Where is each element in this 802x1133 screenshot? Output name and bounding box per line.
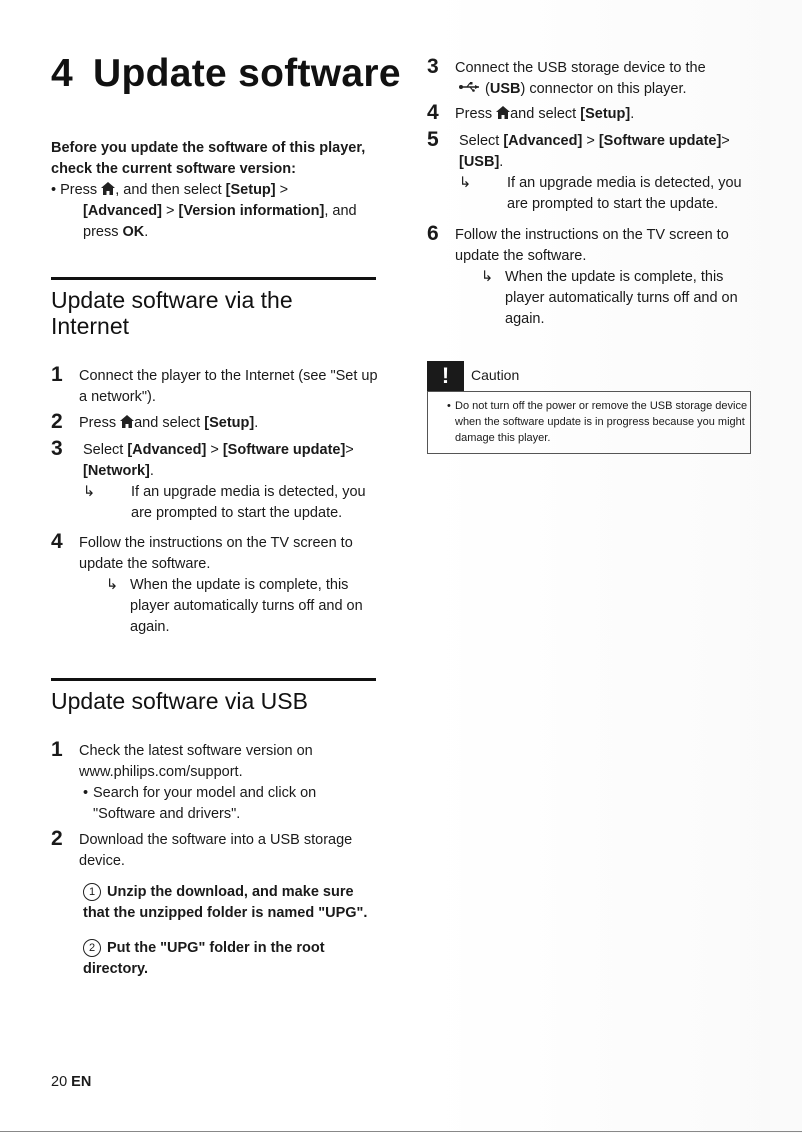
internet-step-3: 3 Select [Advanced] > [Software update]> [Network]. ↳ If an upgrade media is detected, you are prompted to start the update. (51, 437, 366, 521)
page-footer (51, 1074, 91, 1090)
intro-section (51, 138, 381, 243)
usb-substep-2: 2 Put the "UPG" folder in the root directory. (83, 940, 325, 977)
section-rule (51, 678, 376, 681)
home-icon (120, 415, 134, 428)
usb-step-6: 6 Follow the instructions on the TV screen to update the software. ↳ When the update is complete, this player automatically turns off and on again. (427, 222, 738, 327)
usb-step-1: 1 Check the latest software version on www.philips.com/support. • Search for your model and click on "Software and drivers". (51, 738, 317, 822)
chapter-title-text: Update software (93, 52, 401, 95)
caution-icon: ! (427, 361, 464, 391)
usb-step-3: 3 Connect the USB storage device to the (USB) connector on this player. (427, 55, 706, 97)
caution-header (427, 361, 752, 391)
caution-text: • Do not turn off the power or remove the USB storage device when the software update is in progress because you might damage this player. (447, 400, 748, 444)
result-arrow-icon: ↳ (481, 269, 494, 285)
internet-step-2: 2 Press and select [Setup]. (51, 410, 259, 433)
internet-step-1: 1 Connect the player to the Internet (see "Set up a network"). (51, 363, 378, 405)
section-rule (51, 277, 376, 280)
intro-lead: Before you update the software of this player, check the current software version: (51, 140, 366, 177)
chapter-title (51, 52, 401, 96)
page-bottom-rule (0, 1131, 802, 1132)
result-arrow-icon: ↳ (459, 175, 472, 191)
result-arrow-icon: ↳ (106, 577, 119, 593)
usb-step-5: 5 Select [Advanced] > [Software update]> [USB]. ↳ If an upgrade media is detected, you are prompted to start the update. (427, 128, 742, 212)
usb-step-4: 4 Press and select [Setup]. (427, 101, 635, 124)
section-title-internet: Update software via the Internet (51, 287, 293, 339)
home-icon (101, 182, 115, 195)
internet-step-4: 4 Follow the instructions on the TV screen to update the software. ↳ When the update is complete, this player automatically turns off and on again. (51, 530, 363, 635)
caution-label: Caution (471, 367, 520, 383)
chapter-number: 4 (51, 52, 73, 95)
language-code: EN (71, 1074, 92, 1090)
usb-icon (459, 82, 481, 92)
usb-substep-1: 1 Unzip the download, and make sure that the unzipped folder is named "UPG". (83, 884, 368, 921)
section-title-usb: Update software via USB (51, 688, 308, 714)
home-icon (496, 106, 510, 119)
result-arrow-icon: ↳ (83, 484, 96, 500)
usb-step-2: 2 Download the software into a USB storage device. 1 Unzip the download, and make sure that the unzipped folder is named "UPG". 2 Put the "UPG" folder in the root directory. (51, 830, 381, 980)
intro-bullet: • Press , and then select [Setup] > [Advanced] > [Version information], and press OK. (51, 182, 357, 240)
page-number: 20 (51, 1074, 68, 1090)
